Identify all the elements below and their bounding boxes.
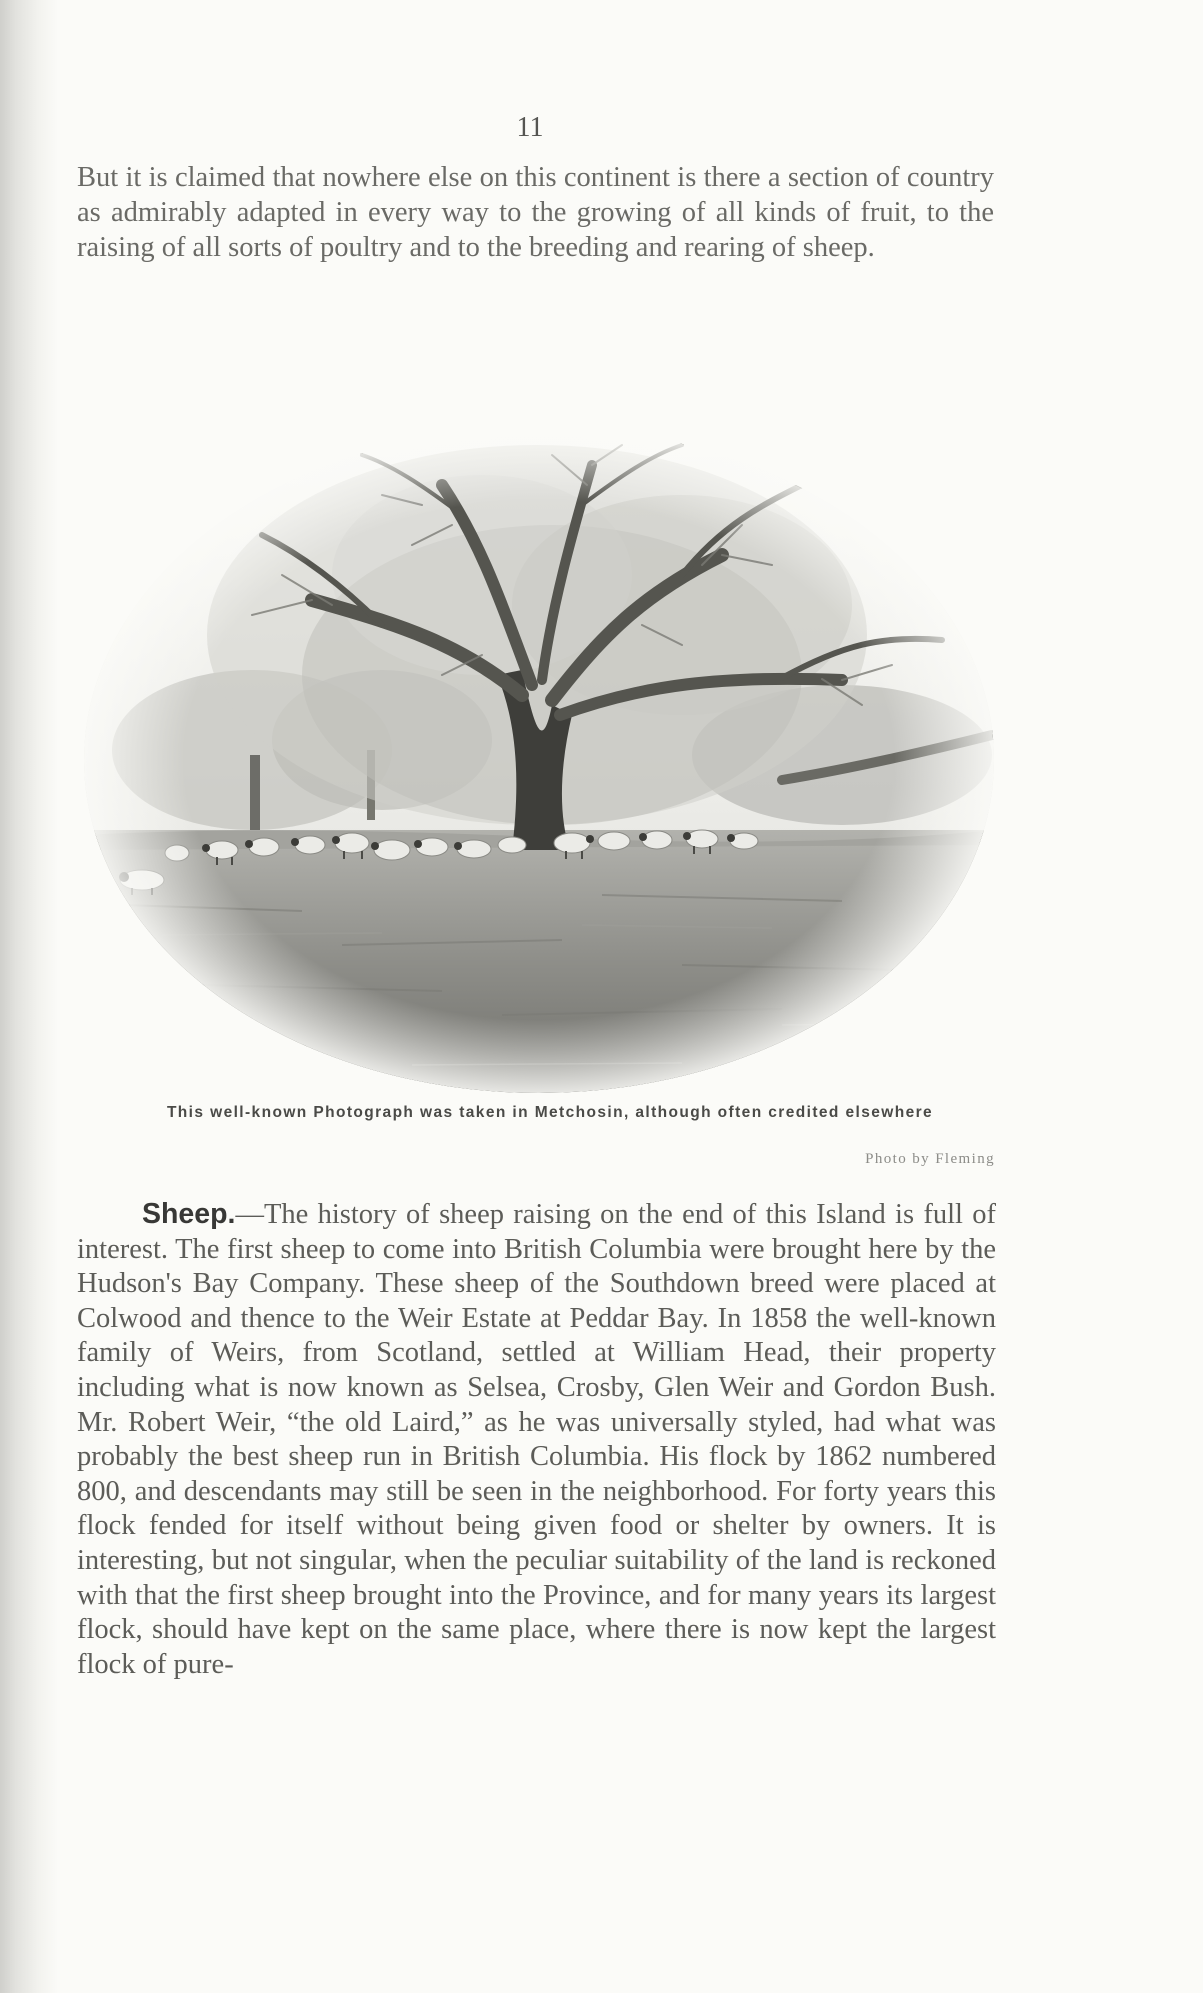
sheep-section-body: —The history of sheep raising on the end of this Island is full of interest. The first sheep to come into British Columbia were brought here by the Hudson's Bay Company. These sheep of the Southdown breed were placed at Colwood and thence to the Weir Estate at Peddar Bay. In 1858 the well-known family of Weirs, from Scotland, settled at William Head, their property including what is now known as Selsea, Crosby, Glen Weir and Gordon Bush. Mr. Robert Weir, “the old Laird,” as he was universally styled, had what was probably the best sheep run in British Columbia. His flock by 1862 numbered 800, and descendants may still be seen in the neighborhood. For forty years this flock fended for itself without being given food or shelter by owners. It is interesting, but not singular, when the peculiar suitability of the land is reckoned with that the first sheep brought into the Province, and for many years its largest flock, should have kept on the same place, where there is now kept the largest flock of pure- (77, 1199, 996, 1680)
intro-paragraph: But it is claimed that nowhere else on this continent is there a section of country as admirably adapted in every way to the growing of all kinds of fruit, to the raising of all sorts of poultry and to the breeding and rearing of sheep. (77, 162, 994, 263)
sheep-section-heading: Sheep. (142, 1198, 236, 1230)
page-number: 11 (516, 112, 544, 143)
page-gutter-shadow (0, 0, 58, 1993)
oak-tree-sheep-photograph (82, 425, 997, 1095)
photo-caption: This well-known Photograph was taken in Metchosin, although often credited elsewhere (166, 1104, 934, 1121)
photo-credit: Photo by Fleming (865, 1151, 995, 1167)
sheep-section-paragraph (77, 1197, 996, 1682)
